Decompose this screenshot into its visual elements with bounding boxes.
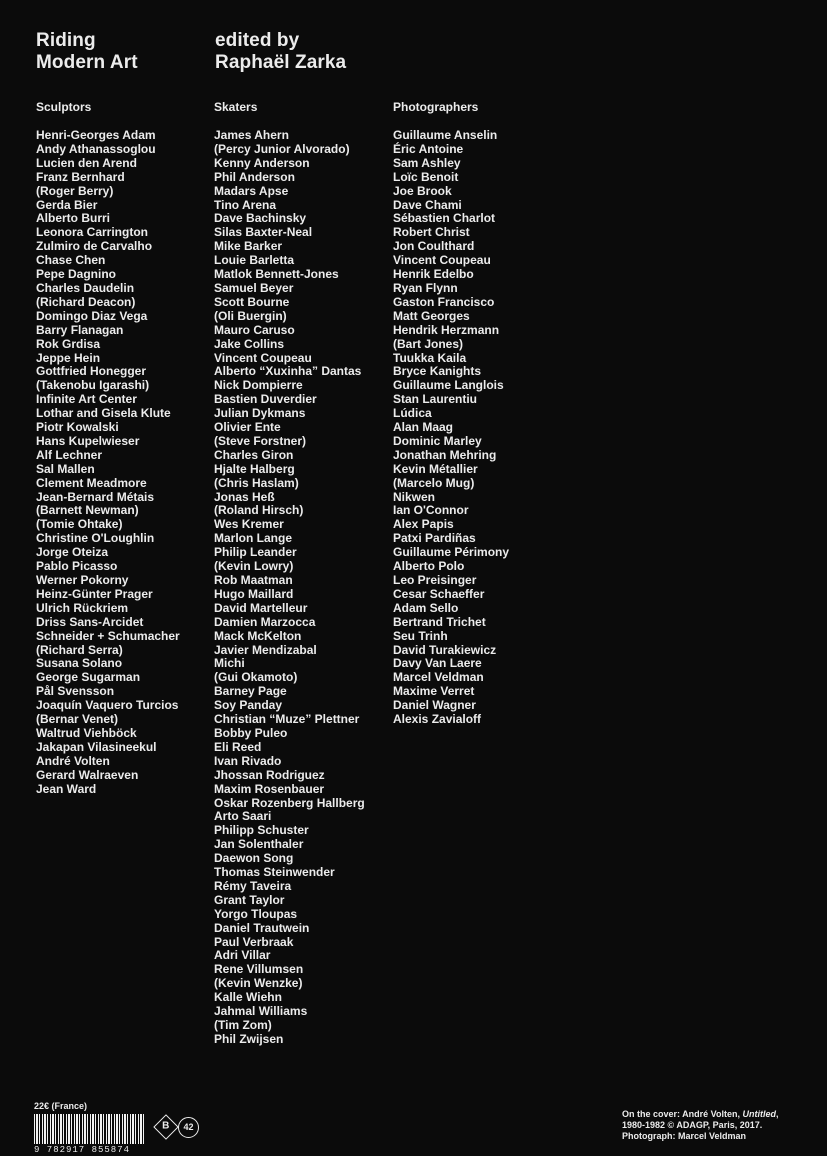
list-item: Eli Reed <box>214 739 262 754</box>
list-item: Jorge Oteiza <box>36 545 109 560</box>
list-item: Bobby Puleo <box>214 725 288 740</box>
list-item: Yorgo Tloupas <box>214 906 298 921</box>
list-item: Gaston Francisco <box>393 294 495 309</box>
list-item: Ryan Flynn <box>393 280 458 295</box>
skaters-column <box>214 100 389 1047</box>
list-item: Pål Svensson <box>36 684 115 699</box>
list-item: Rémy Taveira <box>214 878 292 893</box>
list-item: (Oli Buergin) <box>214 308 287 323</box>
list-item: Patxi Pardiñas <box>393 531 476 546</box>
list-item: (Kevin Wenzke) <box>214 976 303 991</box>
list-item: Michi <box>214 656 245 671</box>
list-item: Soy Panday <box>214 698 283 713</box>
list-item: Tino Arena <box>214 197 277 212</box>
list-item: Loïc Benoit <box>393 169 459 184</box>
cover-credit-line-2: 1980-1982 © ADAGP, Paris, 2017. <box>622 1120 763 1130</box>
list-item: Olivier Ente <box>214 420 281 435</box>
list-item: Gerda Bier <box>36 197 98 212</box>
list-item: (Roger Berry) <box>36 183 114 198</box>
list-item: Vincent Coupeau <box>214 350 312 365</box>
list-item: Arto Saari <box>214 809 272 824</box>
list-item: Jake Collins <box>214 336 285 351</box>
list-item: Alan Maag <box>393 420 454 435</box>
list-item: Nick Dompierre <box>214 378 303 393</box>
list-item: Schneider + Schumacher <box>36 628 180 643</box>
book-title <box>36 30 206 74</box>
list-item: Kevin Métallier <box>393 461 478 476</box>
isbn-barcode <box>34 1114 146 1144</box>
editor-credit <box>215 30 415 74</box>
list-item: Werner Pokorny <box>36 573 129 587</box>
list-item: (Richard Serra) <box>36 642 123 657</box>
list-item: Barry Flanagan <box>36 322 124 337</box>
list-item: Daniel Trautwein <box>214 920 310 935</box>
editor-credit-line-1: edited by <box>215 30 300 51</box>
list-item: Stan Laurentiu <box>393 392 478 407</box>
book-title-line-2: Modern Art <box>36 52 138 73</box>
publisher-logos <box>157 1117 199 1138</box>
list-item: Robert Christ <box>393 225 470 240</box>
list-item: Kalle Wiehn <box>214 990 282 1005</box>
list-item: Jean-Bernard Métais <box>36 489 155 504</box>
publisher-42-logo-icon <box>178 1117 199 1138</box>
publisher-b-logo-letter: B <box>162 1120 170 1132</box>
isbn-number: 9 782917 855874 <box>34 1145 131 1155</box>
list-item: Mack McKelton <box>214 628 302 643</box>
list-item: Domingo Diaz Vega <box>36 308 148 323</box>
list-item: Andy Athanassoglou <box>36 141 156 156</box>
list-item: Madars Apse <box>214 183 289 198</box>
list-item: Guillaume Langlois <box>393 378 504 393</box>
list-item: Adri Villar <box>214 948 271 963</box>
list-item: Wes Kremer <box>214 517 284 532</box>
book-title-line-1: Riding <box>36 30 96 51</box>
list-item: David Turakiewicz <box>393 642 497 657</box>
list-item: Heinz-Günter Prager <box>36 586 153 601</box>
list-item: Alberto Burri <box>36 211 111 226</box>
list-item: Henri-Georges Adam <box>36 128 156 142</box>
list-item: Matlok Bennett-Jones <box>214 267 339 282</box>
list-item: Mike Barker <box>214 239 283 254</box>
list-item: (Steve Forstner) <box>214 433 307 448</box>
list-item: Jonas Heß <box>214 489 275 504</box>
list-item: (Percy Junior Alvorado) <box>214 141 350 156</box>
list-item: George Sugarman <box>36 670 141 685</box>
list-item: Hendrik Herzmann <box>393 322 500 337</box>
list-item: Pepe Dagnino <box>36 267 117 282</box>
list-item: (Bernar Venet) <box>36 712 119 727</box>
list-item: Daniel Wagner <box>393 698 476 713</box>
list-item: Driss Sans-Arcidet <box>36 614 144 629</box>
list-item: Hugo Maillard <box>214 586 294 601</box>
list-item: Dominic Marley <box>393 433 482 448</box>
publisher-42-logo-number: 42 <box>183 1122 194 1132</box>
list-item: Phil Anderson <box>214 169 295 184</box>
sculptors-column <box>36 100 211 797</box>
list-item: Damien Marzocca <box>214 614 316 629</box>
list-item: Alexis Zavialoff <box>393 712 482 727</box>
list-item: Hjalte Halberg <box>214 461 295 476</box>
cover-credit-artwork-title: Untitled <box>742 1109 777 1119</box>
list-item: Scott Bourne <box>214 294 290 309</box>
list-item: Jonathan Mehring <box>393 447 497 462</box>
cover-credit-prefix: On the cover: André Volten, <box>622 1109 741 1119</box>
list-item: Maxim Rosenbauer <box>214 781 325 796</box>
list-item: Susana Solano <box>36 656 123 671</box>
list-item: Alex Papis <box>393 517 454 532</box>
list-item: Charles Giron <box>214 447 294 462</box>
list-item: Phil Zwijsen <box>214 1031 284 1046</box>
photographers-column <box>393 100 568 727</box>
list-item: (Roland Hirsch) <box>214 503 304 518</box>
list-item: Davy Van Laere <box>393 656 482 671</box>
list-item: Lucien den Arend <box>36 155 137 170</box>
publisher-b-logo-icon <box>153 1114 178 1139</box>
list-item: Franz Bernhard <box>36 169 125 184</box>
list-item: Joaquín Vaquero Turcios <box>36 698 179 713</box>
list-item: Dave Bachinsky <box>214 211 307 226</box>
list-item: (Chris Haslam) <box>214 475 299 490</box>
list-item: Sébastien Charlot <box>393 211 496 226</box>
list-item: Tuukka Kaila <box>393 350 467 365</box>
list-item: Charles Daudelin <box>36 280 135 295</box>
list-item: Daewon Song <box>214 851 294 866</box>
list-item: Ulrich Rückriem <box>36 600 129 615</box>
list-item: André Volten <box>36 753 110 768</box>
cover-credit <box>622 1109 812 1142</box>
list-item: Dave Chami <box>393 197 462 212</box>
list-item: (Marcelo Mug) <box>393 475 475 490</box>
list-item: Maxime Verret <box>393 684 475 699</box>
list-item: Matt Georges <box>393 308 470 323</box>
list-item: Cesar Schaeffer <box>393 586 485 601</box>
list-item: (Gui Okamoto) <box>214 670 298 685</box>
list-item: Oskar Rozenberg Hallberg <box>214 795 365 810</box>
list-item: (Bart Jones) <box>393 336 464 351</box>
list-item: Rene Villumsen <box>214 962 304 977</box>
cover-credit-suffix: , <box>776 1109 779 1119</box>
column-heading-photographers: Photographers <box>393 100 479 114</box>
list-item: Alberto Polo <box>393 559 465 574</box>
list-item: Barney Page <box>214 684 287 699</box>
list-item: Kenny Anderson <box>214 155 310 170</box>
list-item: Alf Lechner <box>36 447 103 462</box>
list-item: Seu Trinh <box>393 628 448 643</box>
list-item: (Tim Zom) <box>214 1018 272 1032</box>
column-heading-skaters: Skaters <box>214 100 258 114</box>
list-item: Jan Solenthaler <box>214 837 304 852</box>
editor-credit-line-2: Raphaël Zarka <box>215 52 347 73</box>
skaters-list <box>214 129 389 1047</box>
list-item: Adam Sello <box>393 600 459 615</box>
cover-credit-line-1 <box>622 1109 812 1120</box>
list-item: Alberto “Xuxinha” Dantas <box>214 364 362 379</box>
list-item: David Martelleur <box>214 600 308 615</box>
list-item: Zulmiro de Carvalho <box>36 239 153 254</box>
sculptors-list <box>36 129 211 797</box>
list-item: Ian O'Connor <box>393 503 469 518</box>
list-item: Guillaume Anselin <box>393 128 498 142</box>
list-item: Pablo Picasso <box>36 559 118 574</box>
list-item: Philipp Schuster <box>214 823 309 838</box>
column-heading-sculptors: Sculptors <box>36 100 92 114</box>
list-item: Joe Brook <box>393 183 452 198</box>
list-item: Silas Baxter-Neal <box>214 225 313 240</box>
cover-credit-line-3: Photograph: Marcel Veldman <box>622 1131 747 1141</box>
list-item: Jon Coulthard <box>393 239 475 254</box>
list-item: Waltrud Viehböck <box>36 725 137 740</box>
list-item: Éric Antoine <box>393 141 464 156</box>
list-item: Gerard Walraeven <box>36 767 139 782</box>
list-item: Philip Leander <box>214 545 297 560</box>
list-item: Bertrand Trichet <box>393 614 486 629</box>
list-item: Christine O'Loughlin <box>36 531 155 546</box>
list-item: Paul Verbraak <box>214 934 294 949</box>
list-item: Jahmal Williams <box>214 1004 308 1019</box>
list-item: Jakapan Vilasineekul <box>36 739 157 754</box>
list-item: Sam Ashley <box>393 155 461 170</box>
list-item: Jeppe Hein <box>36 350 101 365</box>
list-item: Mauro Caruso <box>214 322 295 337</box>
list-item: Chase Chen <box>36 253 106 268</box>
photographers-list <box>393 129 568 727</box>
list-item: Infinite Art Center <box>36 392 137 407</box>
list-item: Lúdica <box>393 406 432 421</box>
list-item: Grant Taylor <box>214 892 285 907</box>
list-item: Bastien Duverdier <box>214 392 317 407</box>
list-item: Gottfried Honegger <box>36 364 146 379</box>
list-item: (Barnett Newman) <box>36 503 139 518</box>
list-item: Leo Preisinger <box>393 573 477 587</box>
list-item: Piotr Kowalski <box>36 420 119 435</box>
list-item: Javier Mendizabal <box>214 642 317 657</box>
list-item: Henrik Edelbo <box>393 267 474 282</box>
list-item: Rok Grdisa <box>36 336 101 351</box>
list-item: Rob Maatman <box>214 573 293 587</box>
list-item: Clement Meadmore <box>36 475 147 490</box>
list-item: Marlon Lange <box>214 531 293 546</box>
list-item: Ivan Rivado <box>214 753 282 768</box>
list-item: Bryce Kanights <box>393 364 482 379</box>
list-item: Nikwen <box>393 489 436 504</box>
list-item: Samuel Beyer <box>214 280 294 295</box>
list-item: Christian “Muze” Plettner <box>214 712 360 727</box>
list-item: Vincent Coupeau <box>393 253 491 268</box>
list-item: Hans Kupelwieser <box>36 433 140 448</box>
list-item: Julian Dykmans <box>214 406 306 421</box>
list-item: (Kevin Lowry) <box>214 559 294 574</box>
list-item: Thomas Steinwender <box>214 865 335 880</box>
list-item: James Ahern <box>214 128 289 142</box>
list-item: (Takenobu Igarashi) <box>36 378 150 393</box>
list-item: Sal Mallen <box>36 461 95 476</box>
list-item: Guillaume Périmony <box>393 545 510 560</box>
list-item: Lothar and Gisela Klute <box>36 406 171 421</box>
list-item: Jhossan Rodriguez <box>214 767 325 782</box>
list-item: Louie Barletta <box>214 253 295 268</box>
list-item: Marcel Veldman <box>393 670 484 685</box>
price-label: 22€ (France) <box>34 1101 88 1111</box>
list-item: Jean Ward <box>36 781 97 796</box>
list-item: (Tomie Ohtake) <box>36 517 123 532</box>
list-item: (Richard Deacon) <box>36 294 136 309</box>
list-item: Leonora Carrington <box>36 225 149 240</box>
